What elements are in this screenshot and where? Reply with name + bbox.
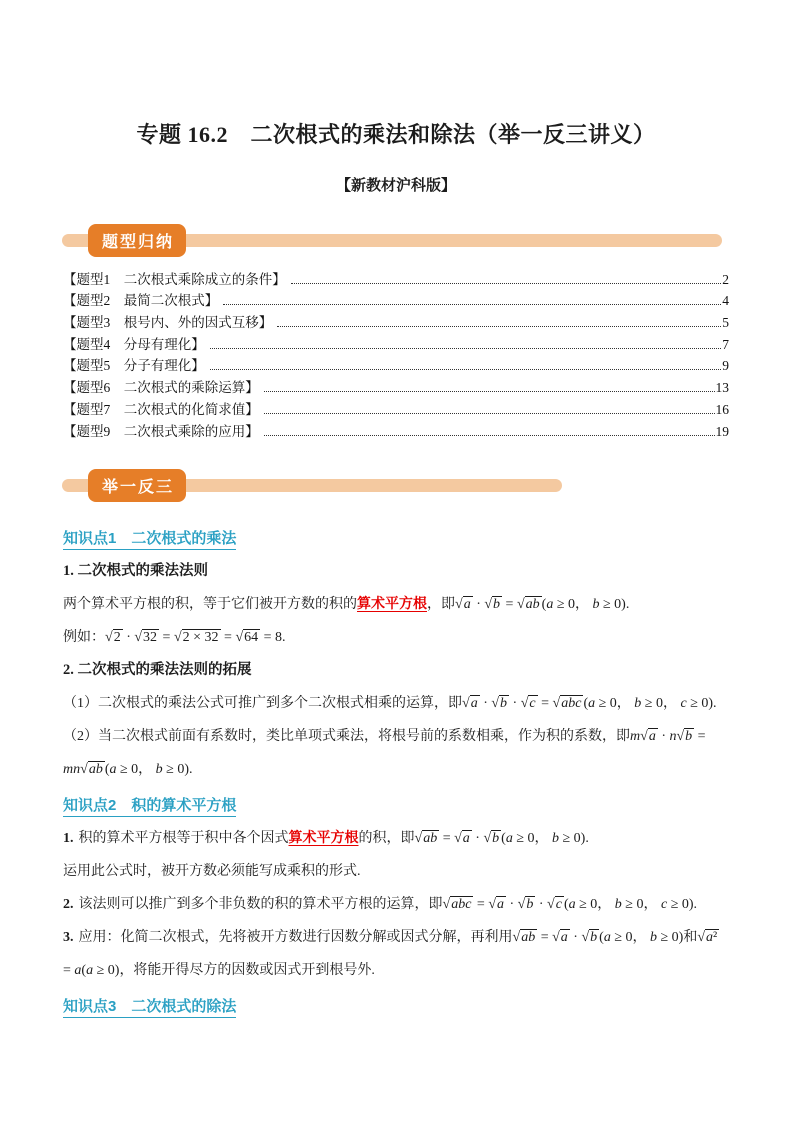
toc-page-number: 13 xyxy=(715,380,729,396)
knowledge-point-3-heading: 知识点3 二次根式的除法 xyxy=(63,997,729,1017)
item-3-text-1: 应用：化简二次根式，先将被开方数进行因数分解或因式分解，再利用 xyxy=(78,929,513,945)
toc-page-number: 9 xyxy=(722,358,729,374)
formula-extension-1: √a · √b · √c = √abc (a ≥ 0， b ≥ 0， c ≥ 0). xyxy=(462,695,717,711)
product-root-item-1 xyxy=(63,822,729,855)
item-number: 2. xyxy=(63,896,74,912)
toc-item-label: 【题型3 根号内、外的因式互移】 xyxy=(63,315,273,331)
toc-leader-dots xyxy=(264,413,715,414)
formula-extension-2: m√a · n√b = mn√ab (a ≥ 0， b ≥ 0). xyxy=(63,728,706,777)
toc-item-label: 【题型5 分子有理化】 xyxy=(63,358,205,374)
item-number: 3. xyxy=(63,929,74,945)
toc-leader-dots xyxy=(277,326,721,327)
formula-mult-rule: √a · √b = √ab (a ≥ 0， b ≥ 0). xyxy=(455,596,630,612)
formula-mult-example: √2 · √32 = √2 × 32 = √64 = 8. xyxy=(105,629,286,645)
toc-item xyxy=(63,396,729,418)
example-label: 例如： xyxy=(63,629,105,645)
toc-item-label: 【题型9 二次根式乘除的应用】 xyxy=(63,423,259,439)
formula-application-2: √a² = a(a ≥ 0) xyxy=(63,929,718,978)
toc-item-label: 【题型1 二次根式乘除成立的条件】 xyxy=(63,271,286,287)
product-root-note: 运用此公式时，被开方数必须能写成乘积的形式. xyxy=(63,863,361,879)
toc-item-label: 【题型2 最简二次根式】 xyxy=(63,293,219,309)
item-1-text-2: 的积，即 xyxy=(358,830,415,846)
toc-page-number: 7 xyxy=(722,336,729,352)
item-1-text-1: 积的算术平方根等于积中各个因式 xyxy=(78,830,289,846)
highlight-arithmetic-square-root: 算术平方根 xyxy=(357,596,427,612)
formula-application-1: √ab = √a · √b (a ≥ 0， b ≥ 0) xyxy=(512,929,684,945)
knowledge-content xyxy=(63,529,729,1017)
section-banner-practice xyxy=(63,469,729,502)
mult-rule-text-2: ，即 xyxy=(427,596,455,612)
toc-leader-dots xyxy=(210,369,722,370)
page-title: 专题 16.2 二次根式的乘法和除法（举一反三讲义） xyxy=(136,122,656,147)
section-banner-topics xyxy=(63,224,729,257)
knowledge-point-1-heading: 知识点1 二次根式的乘法 xyxy=(63,529,729,549)
toc-item xyxy=(63,353,729,375)
toc-page-number: 4 xyxy=(722,293,729,309)
toc-page-number: 19 xyxy=(715,423,729,439)
highlight-arithmetic-square-root: 算术平方根 xyxy=(288,830,359,846)
toc-leader-dots xyxy=(264,391,715,392)
toc-page-number: 2 xyxy=(722,271,729,287)
toc-item-label: 【题型7 二次根式的化简求值】 xyxy=(63,401,259,417)
edition-subtitle: 【新教材沪科版】 xyxy=(335,178,456,194)
mult-rule-title: 1. 二次根式的乘法法则 xyxy=(63,562,208,579)
mult-rule-body xyxy=(63,588,729,621)
practice-section-badge: 举一反三 xyxy=(88,469,186,502)
toc-item-label: 【题型6 二次根式的乘除运算】 xyxy=(63,380,259,396)
product-root-item-3 xyxy=(63,921,729,987)
toc-leader-dots xyxy=(291,283,722,284)
toc-item xyxy=(63,331,729,353)
toc-list xyxy=(63,266,729,440)
product-root-item-2 xyxy=(63,888,729,921)
item-3-text-3: ，将能开得尽方的因数或因式开到根号外. xyxy=(119,962,375,978)
item-2-text: 该法则可以推广到多个非负数的积的算术平方根的运算，即 xyxy=(78,896,443,912)
mult-example xyxy=(63,621,729,654)
toc-page-number: 16 xyxy=(715,401,729,417)
mult-rule-extension-title: 2. 二次根式的乘法法则的拓展 xyxy=(63,661,252,678)
toc-item xyxy=(63,266,729,288)
toc-item xyxy=(63,288,729,310)
toc-leader-dots xyxy=(264,435,715,436)
formula-product-root-extended: √abc = √a · √b · √c (a ≥ 0， b ≥ 0， c ≥ 0). xyxy=(442,896,698,912)
knowledge-point-2-heading: 知识点2 积的算术平方根 xyxy=(63,796,729,816)
toc-item-label: 【题型4 分母有理化】 xyxy=(63,336,205,352)
toc-item xyxy=(63,374,729,396)
toc-item xyxy=(63,418,729,440)
item-number: 1. xyxy=(63,830,74,846)
toc-item xyxy=(63,309,729,331)
item-3-text-2: 和 xyxy=(683,929,698,945)
mult-extension-2 xyxy=(63,720,729,786)
mult-rule-text-1: 两个算术平方根的积，等于它们被开方数的积的 xyxy=(63,596,357,612)
extension-1-text: （1）二次根式的乘法公式可推广到多个二次根式相乘的运算，即 xyxy=(63,695,462,711)
formula-product-root: √ab = √a · √b (a ≥ 0， b ≥ 0). xyxy=(414,830,589,846)
toc-leader-dots xyxy=(223,304,721,305)
toc-leader-dots xyxy=(210,348,722,349)
topics-section-badge: 题型归纳 xyxy=(88,224,186,257)
extension-2-text: （2）当二次根式前面有系数时，类比单项式乘法，将根号前的系数相乘，作为积的系数，即 xyxy=(63,728,630,744)
mult-extension-1 xyxy=(63,687,729,720)
toc-page-number: 5 xyxy=(722,315,729,331)
